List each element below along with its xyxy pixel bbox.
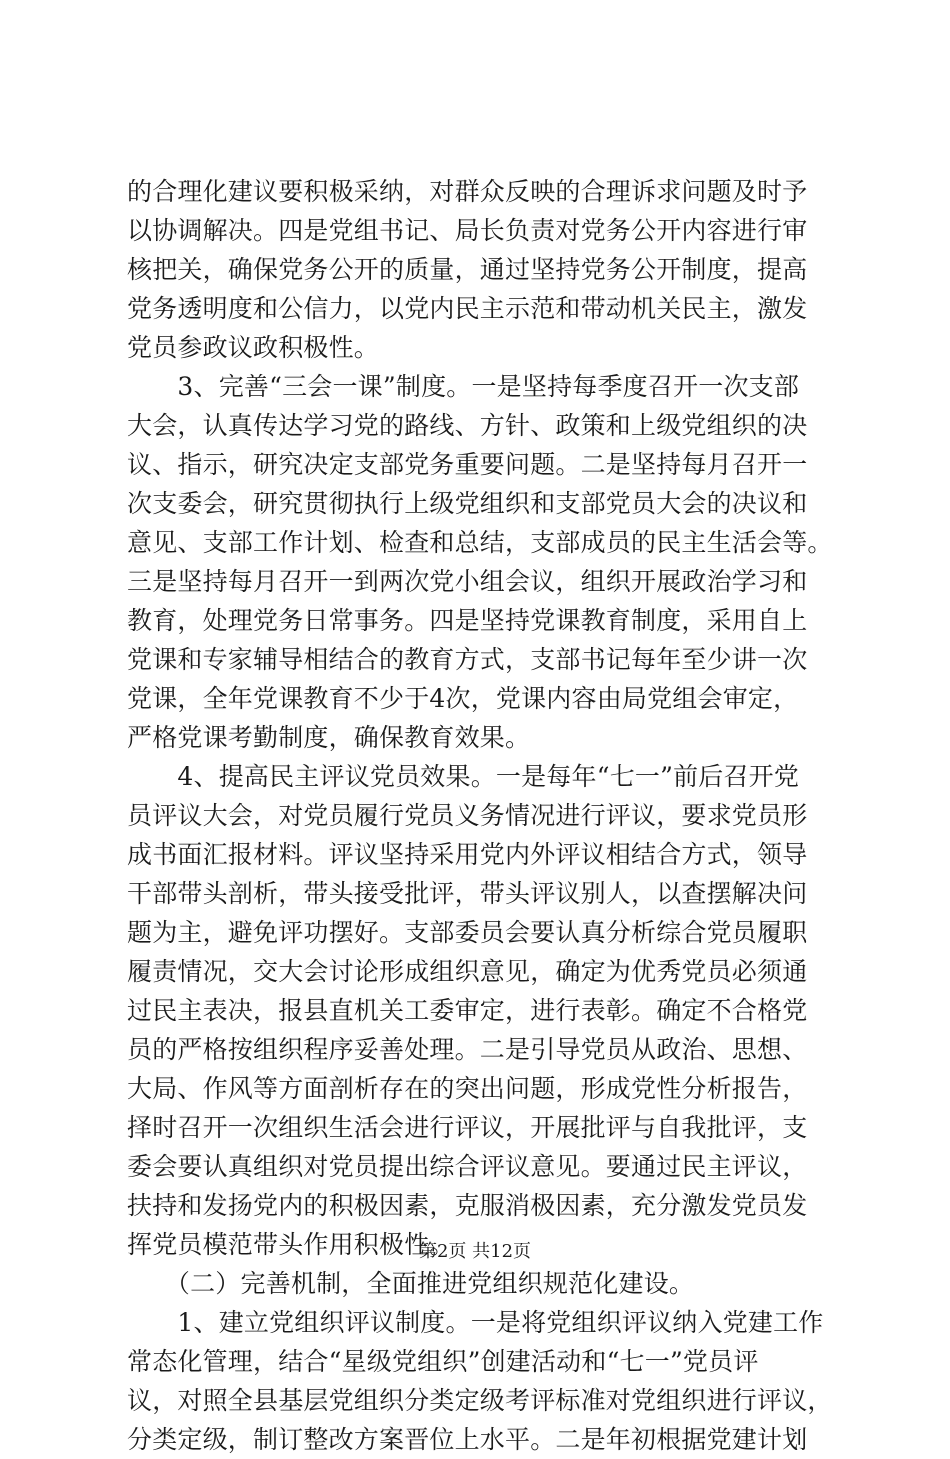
text-line: 4、提高民主评议党员效果。一是每年“七一”前后召开党 bbox=[127, 762, 800, 791]
text-line: 过民主表决，报县直机关工委审定，进行表彰。确定不合格党 bbox=[127, 996, 808, 1025]
text-line: 大局、作风等方面剖析存在的突出问题，形成党性分析报告， bbox=[127, 1074, 808, 1103]
text-line: 1、建立党组织评议制度。一是将党组织评议纳入党建工作 bbox=[127, 1308, 824, 1337]
text-line: 挥党员模范带头作用积极性。 bbox=[127, 1230, 455, 1259]
text-line: 党课，全年党课教育不少于4次，党课内容由局党组会审定， bbox=[127, 684, 799, 713]
text-line: 意见、支部工作计划、检查和总结，支部成员的民主生活会等。 bbox=[127, 528, 833, 557]
text-line: 履责情况，交大会讨论形成组织意见，确定为优秀党员必须通 bbox=[127, 957, 808, 986]
text-line: 3、完善“三会一课”制度。一是坚持每季度召开一次支部 bbox=[127, 372, 800, 401]
text-line: 党务透明度和公信力，以党内民主示范和带动机关民主，激发 bbox=[127, 294, 808, 323]
text-line: 大会，认真传达学习党的路线、方针、政策和上级党组织的决 bbox=[127, 411, 808, 440]
text-line: 教育，处理党务日常事务。四是坚持党课教育制度，采用自上 bbox=[127, 606, 808, 635]
text-line: 员评议大会，对党员履行党员义务情况进行评议，要求党员形 bbox=[127, 801, 808, 830]
text-line: 党员参政议政积极性。 bbox=[127, 333, 380, 362]
text-line: 题为主，避免评功摆好。支部委员会要认真分析综合党员履职 bbox=[127, 918, 808, 947]
text-line: 委会要认真组织对党员提出综合评议意见。要通过民主评议， bbox=[127, 1152, 808, 1181]
text-line: 三是坚持每月召开一到两次党小组会议，组织开展政治学习和 bbox=[127, 567, 808, 596]
text-line: 核把关，确保党务公开的质量，通过坚持党务公开制度，提高 bbox=[127, 255, 808, 284]
text-line: 的合理化建议要积极采纳，对群众反映的合理诉求问题及时予 bbox=[127, 177, 808, 206]
text-line: 成书面汇报材料。评议坚持采用党内外评议相结合方式，领导 bbox=[127, 840, 808, 869]
text-line: 严格党课考勤制度，确保教育效果。 bbox=[127, 723, 531, 752]
text-line: 党课和专家辅导相结合的教育方式，支部书记每年至少讲一次 bbox=[127, 645, 808, 674]
text-line: 次支委会，研究贯彻执行上级党组织和支部党员大会的决议和 bbox=[127, 489, 808, 518]
text-line: 分类定级，制订整改方案晋位上水平。二是年初根据党建计划 bbox=[127, 1425, 808, 1454]
document-body bbox=[127, 172, 843, 1459]
text-line: 员的严格按组织程序妥善处理。二是引导党员从政治、思想、 bbox=[127, 1035, 808, 1064]
text-line: 常态化管理，结合“星级党组织”创建活动和“七一”党员评 bbox=[127, 1347, 759, 1376]
text-line: 择时召开一次组织生活会进行评议，开展批评与自我批评，支 bbox=[127, 1113, 808, 1142]
text-line: （二）完善机制，全面推进党组织规范化建设。 bbox=[127, 1269, 695, 1298]
text-line: 干部带头剖析，带头接受批评，带头评议别人，以查摆解决问 bbox=[127, 879, 808, 908]
text-line: 议、指示，研究决定支部党务重要问题。二是坚持每月召开一 bbox=[127, 450, 808, 479]
text-line: 扶持和发扬党内的积极因素，克服消极因素，充分激发党员发 bbox=[127, 1191, 808, 1220]
text-line: 议，对照全县基层党组织分类定级考评标准对党组织进行评议， bbox=[127, 1386, 833, 1415]
text-line: 以协调解决。四是党组书记、局长负责对党务公开内容进行审 bbox=[127, 216, 808, 245]
page-footer: 第2页 共12页 bbox=[418, 1241, 532, 1262]
